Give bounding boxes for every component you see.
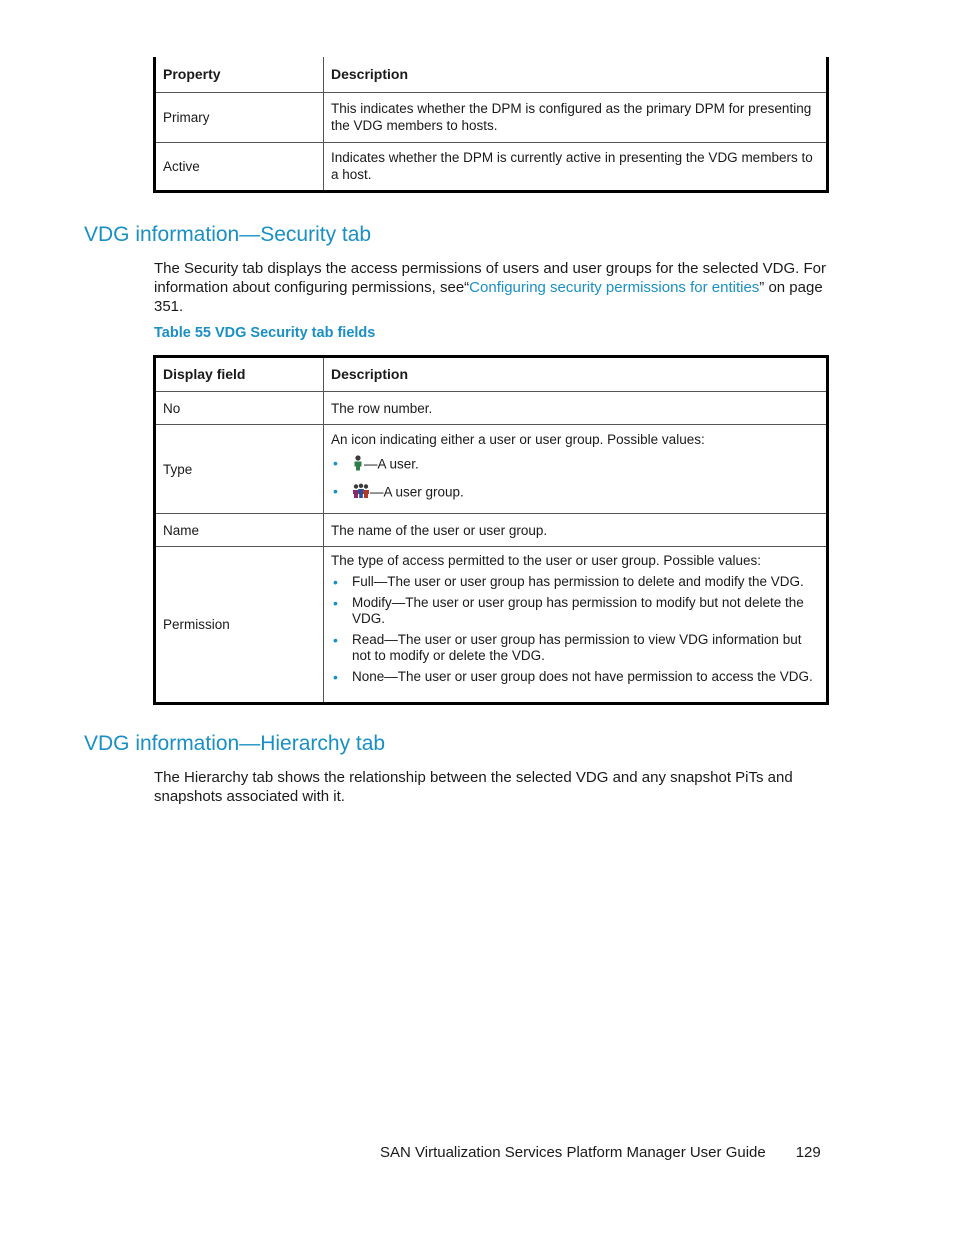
list-item: • Read—The user or user group has permission to view VDG information but not to modify or delete the VDG.: [333, 632, 802, 663]
description-cell: Indicates whether the DPM is currently active in presenting the VDG members to a host.: [324, 142, 828, 191]
table-row: [155, 547, 828, 704]
description-cell: The row number.: [324, 392, 828, 425]
security-fields-table: [153, 355, 829, 705]
table-row: [155, 425, 828, 514]
field-cell: Name: [155, 514, 324, 547]
user-group-icon: [352, 483, 370, 503]
user-icon: [352, 455, 364, 475]
field-cell: No: [155, 392, 324, 425]
description-cell: The type of access permitted to the user or user group. Possible values: • Full—The user or user group has permission to delete and modify the VDG. • Modify—The user or user group has permission to modify but not delete the VDG. • Read—The user or user group has permission to view VDG information but not to modify or delete the VDG. • None—The user or user group does not have permission to access the VDG.: [324, 547, 828, 704]
page-number: 129: [795, 1144, 821, 1161]
header-property: Property: [155, 57, 324, 92]
section-heading-security: VDG information—Security tab: [84, 223, 372, 246]
description-cell: An icon indicating either a user or user group. Possible values: • —A user. • —A user group.: [324, 425, 828, 514]
table-row: [155, 392, 828, 425]
list-item: • —A user.: [331, 455, 819, 475]
header-description: Description: [324, 357, 828, 392]
permission-values-list: [331, 574, 819, 685]
list-item: • Modify—The user or user group has permission to modify but not delete the VDG.: [333, 595, 804, 626]
property-table: [153, 57, 829, 193]
header-description: Description: [324, 57, 828, 92]
list-item: • Full—The user or user group has permission to delete and modify the VDG.: [333, 574, 804, 590]
table-row: [155, 514, 828, 547]
field-cell: Permission: [155, 547, 324, 704]
type-values-list: [331, 455, 819, 503]
section-heading-hierarchy: VDG information—Hierarchy tab: [84, 732, 386, 755]
list-item: • —A user group.: [331, 483, 819, 503]
page-footer: [380, 1144, 821, 1161]
table-row: [155, 142, 828, 191]
table-row: [155, 92, 828, 142]
security-paragraph: The Security tab displays the access permissions of users and user groups for the selected VDG. For information about configuring permissions, see“Configuring security permissions for entities” on page 351.: [154, 260, 826, 315]
hierarchy-paragraph: The Hierarchy tab shows the relationship between the selected VDG and any snapshot PiTs and snapshots associated with it.: [154, 769, 793, 805]
description-cell: The name of the user or user group.: [324, 514, 828, 547]
field-cell: Type: [155, 425, 324, 514]
property-cell: Active: [155, 142, 324, 191]
footer-title: SAN Virtualization Services Platform Manager User Guide: [380, 1144, 766, 1161]
header-display-field: Display field: [155, 357, 324, 392]
list-item: • None—The user or user group does not have permission to access the VDG.: [333, 669, 813, 685]
configuring-permissions-link[interactable]: Configuring security permissions for entities: [469, 279, 760, 296]
table-caption: Table 55 VDG Security tab fields: [154, 325, 376, 341]
description-cell: This indicates whether the DPM is configured as the primary DPM for presenting the VDG members to hosts.: [324, 92, 828, 142]
property-cell: Primary: [155, 92, 324, 142]
